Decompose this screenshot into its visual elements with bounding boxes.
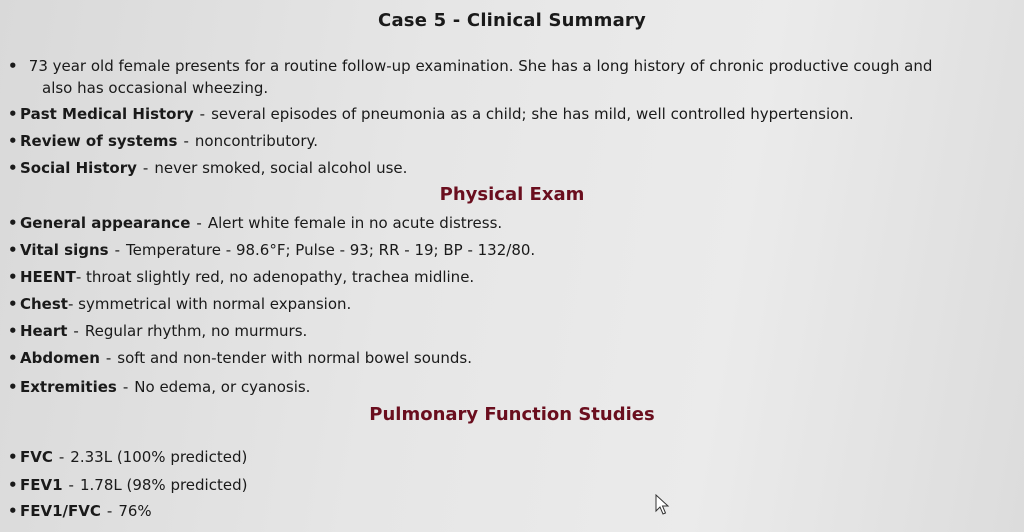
exam-item-chest xyxy=(8,293,351,315)
item-label: FVC xyxy=(20,448,53,466)
exam-item-vitals xyxy=(8,239,535,261)
separator: - xyxy=(58,448,65,466)
item-label: General appearance xyxy=(20,214,191,232)
mouse-pointer-icon xyxy=(654,494,670,516)
history-intro-line1: 73 year old female presents for a routine follow-up examination. She has a long history of chronic productive cough and xyxy=(28,57,933,75)
item-text: Alert white female in no acute distress. xyxy=(207,214,503,232)
bullet: • xyxy=(8,378,18,396)
item-text: No edema, or cyanosis. xyxy=(134,378,311,396)
history-item-past-medical xyxy=(8,103,854,125)
separator: - xyxy=(106,502,113,520)
history-intro-line2: also has occasional wheezing. xyxy=(42,79,269,97)
bullet: • xyxy=(8,241,18,259)
exam-item-heart xyxy=(8,320,307,342)
bullet: • xyxy=(8,476,18,494)
bullet: • xyxy=(8,57,18,75)
item-text: 76% xyxy=(118,502,152,520)
item-text: several episodes of pneumonia as a child; she has mild, well controlled hypertension. xyxy=(211,105,854,123)
bullet: • xyxy=(8,349,18,367)
bullet: • xyxy=(8,295,18,313)
separator: - xyxy=(114,241,120,259)
history-item-review-systems xyxy=(8,130,318,152)
bullet: • xyxy=(8,268,18,286)
item-label: Abdomen xyxy=(20,349,100,367)
bullet: • xyxy=(8,322,18,340)
pulmonary-item-ratio xyxy=(8,500,152,522)
item-label: Chest xyxy=(20,295,68,313)
bullet: • xyxy=(8,448,18,466)
item-label: Review of systems xyxy=(20,132,178,150)
item-label: Heart xyxy=(20,322,68,340)
item-label: HEENT xyxy=(20,268,76,286)
item-label: FEV1 xyxy=(20,476,63,494)
bullet: • xyxy=(8,159,18,177)
separator: - xyxy=(199,105,206,123)
separator: - xyxy=(122,378,129,396)
separator: - xyxy=(68,476,74,494)
separator: - xyxy=(183,132,189,150)
bullet: • xyxy=(8,502,18,520)
item-text: throat slightly red, no adenopathy, trachea midline. xyxy=(86,268,475,286)
item-label: Social History xyxy=(20,159,137,177)
separator: - xyxy=(75,268,87,286)
item-label: Vital signs xyxy=(20,241,109,259)
bullet: • xyxy=(8,105,18,123)
item-text: soft and non-tender with normal bowel sounds. xyxy=(117,349,473,367)
item-text: Temperature - 98.6°F; Pulse - 93; RR - 19; BP - 132/80. xyxy=(125,241,536,259)
separator: - xyxy=(196,214,202,232)
pulmonary-item-fvc xyxy=(8,446,247,468)
item-text: never smoked, social alcohol use. xyxy=(154,159,408,177)
history-intro xyxy=(8,55,932,99)
exam-item-extremities xyxy=(8,376,310,398)
exam-item-general xyxy=(8,212,502,234)
item-label: FEV1/FVC xyxy=(20,502,101,520)
item-text: noncontributory. xyxy=(194,132,319,150)
pulmonary-heading: Pulmonary Function Studies xyxy=(369,404,655,425)
separator: - xyxy=(73,322,79,340)
exam-item-heent xyxy=(8,266,474,288)
item-text: Regular rhythm, no murmurs. xyxy=(84,322,308,340)
item-label: Extremities xyxy=(20,378,117,396)
item-label: Past Medical History xyxy=(20,105,194,123)
slide-title: Case 5 - Clinical Summary xyxy=(378,10,646,31)
history-item-social xyxy=(8,157,407,179)
item-text: symmetrical with normal expansion. xyxy=(78,295,352,313)
physical-exam-heading: Physical Exam xyxy=(439,184,585,205)
bullet: • xyxy=(8,214,18,232)
separator: - xyxy=(142,159,149,177)
separator: - xyxy=(105,349,112,367)
separator: - xyxy=(67,295,79,313)
exam-item-abdomen xyxy=(8,347,472,369)
item-text: 1.78L (98% predicted) xyxy=(79,476,248,494)
pulmonary-item-fev1 xyxy=(8,474,247,496)
bullet: • xyxy=(8,132,18,150)
item-text: 2.33L (100% predicted) xyxy=(70,448,248,466)
